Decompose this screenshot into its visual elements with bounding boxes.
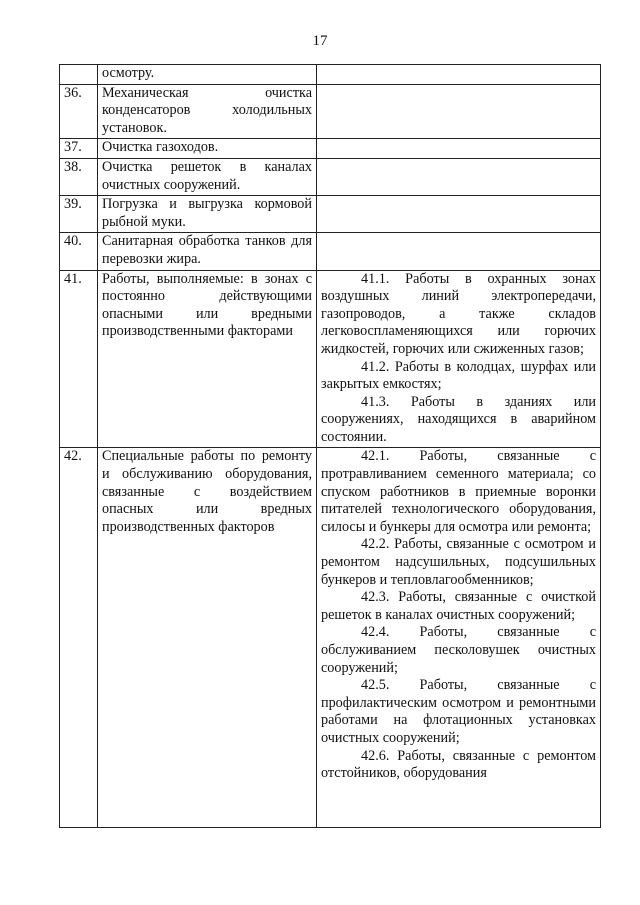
work-name: Погрузка и выгрузка кормовой рыбной муки. (98, 196, 317, 233)
work-name: Очистка решеток в каналах очистных сооружений. (98, 158, 317, 195)
row-number: 40. (60, 233, 98, 270)
table-row (60, 65, 601, 85)
work-detail (317, 270, 601, 448)
detail-paragraph: 42.1. Работы, связанные с протравливанием семенного материала; со спуском работников в приемные воронки питателей технологического оборудования, силосы и бункеры для осмотра или ремонта; (321, 448, 596, 535)
work-name: Санитарная обработка танков для перевозки жира. (98, 233, 317, 270)
work-name: Специальные работы по ремонту и обслуживанию оборудования, связанные с воздействием опасных или вредных производственных факторов (98, 448, 317, 828)
table-row (60, 196, 601, 233)
row-number: 42. (60, 448, 98, 828)
row-number: 37. (60, 139, 98, 159)
row-number (60, 65, 98, 85)
detail-paragraph: 42.2. Работы, связанные с осмотром и ремонтом надсушильных, подсушильных бункеров и тепловлагообменников; (321, 536, 596, 588)
work-list-table (59, 64, 601, 828)
detail-paragraph: 42.6. Работы, связанные с ремонтом отстойников, оборудования (321, 747, 596, 782)
work-detail (317, 233, 601, 270)
row-number: 36. (60, 84, 98, 139)
work-detail (317, 448, 601, 828)
detail-paragraph: 42.5. Работы, связанные с профилактическим осмотром и ремонтными работами на флотационных установках очистных сооружений; (321, 677, 596, 746)
row-number: 38. (60, 158, 98, 195)
work-name: Работы, выполняемые: в зонах с постоянно действующими опасными или вредными производственными факторами (98, 270, 317, 448)
detail-paragraph: 42.4. Работы, связанные с обслуживанием песколовушек очистных сооружений; (321, 624, 596, 676)
detail-paragraph: 41.3. Работы в зданиях или сооружениях, находящихся в аварийном состоянии. (321, 393, 596, 445)
work-detail (317, 196, 601, 233)
table-row (60, 448, 601, 828)
row-number: 41. (60, 270, 98, 448)
row-number: 39. (60, 196, 98, 233)
work-name: Механическая очистка конденсаторов холодильных установок. (98, 84, 317, 139)
page-number: 17 (312, 33, 328, 49)
detail-paragraph: 41.1. Работы в охранных зонах воздушных линий электропередачи, газопроводов, а также складов легковоспламеняющихся или горючих жидкостей, горючих или сжиженных газов; (321, 270, 596, 357)
table-row (60, 158, 601, 195)
work-name: Очистка газоходов. (98, 139, 317, 159)
table-row (60, 84, 601, 139)
work-detail (317, 65, 601, 85)
table-row (60, 270, 601, 448)
table-row (60, 233, 601, 270)
work-detail (317, 139, 601, 159)
work-detail (317, 158, 601, 195)
detail-paragraph: 42.3. Работы, связанные с очисткой решеток в каналах очистных сооружений; (321, 589, 596, 623)
detail-paragraph: 41.2. Работы в колодцах, шурфах или закрытых емкостях; (321, 358, 596, 393)
table-row (60, 139, 601, 159)
work-name: осмотру. (98, 65, 317, 85)
work-detail (317, 84, 601, 139)
